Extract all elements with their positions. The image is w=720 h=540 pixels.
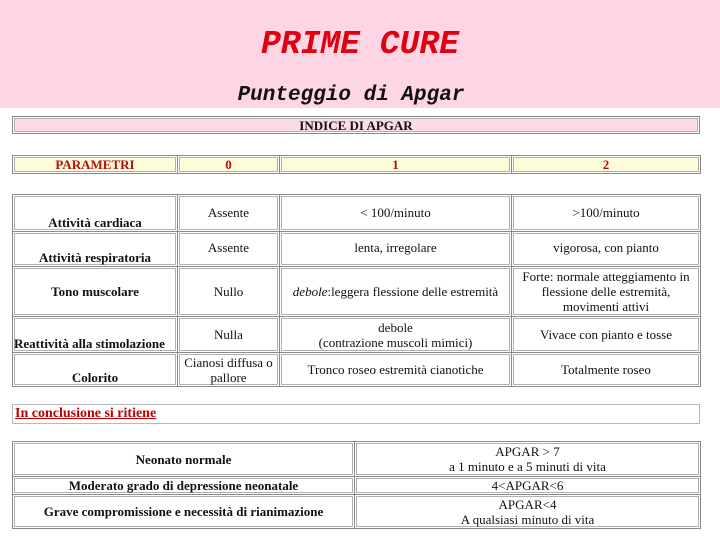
score-0-cell: Assente [178, 232, 280, 267]
score-2-cell: Forte: normale atteggiamento in flessione delle estremità, movimenti attivi [512, 267, 701, 317]
score-1-emphasis: debole [292, 284, 328, 299]
param-label: Attività respiratoria [13, 232, 178, 267]
score-1-cell [280, 317, 512, 353]
table-row [13, 267, 701, 317]
conclusion-label: Grave compromissione e necessità di rianimazione [13, 495, 355, 529]
conclusion-value-line2: A qualsiasi minuto di vita [460, 511, 595, 527]
score-0-cell: Nulla [178, 317, 280, 353]
conclusion-value: 4<APGAR<6 [355, 477, 701, 495]
page-title: PRIME CURE [260, 26, 460, 63]
conclusion-table [12, 441, 701, 529]
score-0-cell: Cianosi diffusa o pallore [178, 353, 280, 387]
params-header-label: PARAMETRI [13, 156, 178, 174]
score-1-text: :leggera flessione delle estremità [327, 284, 499, 299]
conclusion-label: Moderato grado di depressione neonatale [13, 477, 355, 495]
score-1-cell: < 100/minuto [280, 195, 512, 232]
param-label: Colorito [13, 353, 178, 387]
table-row [13, 495, 701, 529]
apgar-parameters-table [12, 194, 701, 387]
conclusion-value [355, 442, 701, 477]
apgar-index-title: INDICE DI APGAR [13, 117, 700, 134]
conclusion-value-line1: APGAR<4 [498, 496, 557, 512]
conclusion-value-line2: a 1 minuto e a 5 minuti di vita [449, 459, 606, 474]
page-subtitle: Punteggio di Apgar [237, 84, 465, 107]
apgar-index-table [12, 116, 700, 134]
conclusion-heading-box [12, 404, 700, 424]
score-2-cell: >100/minuto [512, 195, 701, 232]
table-row [13, 317, 701, 353]
score-1-cell [280, 267, 512, 317]
conclusion-value [355, 495, 701, 529]
conclusion-value-line1: APGAR > 7 [495, 444, 560, 459]
table-row [13, 477, 701, 495]
score-1-cell: lenta, irregolare [280, 232, 512, 267]
params-header-score-2: 2 [512, 156, 701, 174]
score-0-cell: Nullo [178, 267, 280, 317]
param-label: Tono muscolare [13, 267, 178, 317]
table-row [13, 232, 701, 267]
table-row [13, 195, 701, 232]
score-1-line2: (contrazione muscoli mimici) [318, 334, 473, 350]
table-row [13, 353, 701, 387]
score-1-cell: Tronco roseo estremità cianotiche [280, 353, 512, 387]
params-header-score-0: 0 [178, 156, 280, 174]
score-2-cell: Totalmente roseo [512, 353, 701, 387]
param-label: Attività cardiaca [13, 195, 178, 232]
score-2-cell: Vivace con pianto e tosse [512, 317, 701, 353]
score-1-line1: debole [378, 319, 413, 335]
conclusion-label: Neonato normale [13, 442, 355, 477]
table-row [13, 442, 701, 477]
conclusion-heading: In conclusione si ritiene [15, 406, 157, 421]
params-header-score-1: 1 [280, 156, 512, 174]
params-header-table [12, 155, 701, 174]
param-label: Reattività alla stimolazione [13, 317, 178, 353]
score-0-cell: Assente [178, 195, 280, 232]
score-2-cell: vigorosa, con pianto [512, 232, 701, 267]
